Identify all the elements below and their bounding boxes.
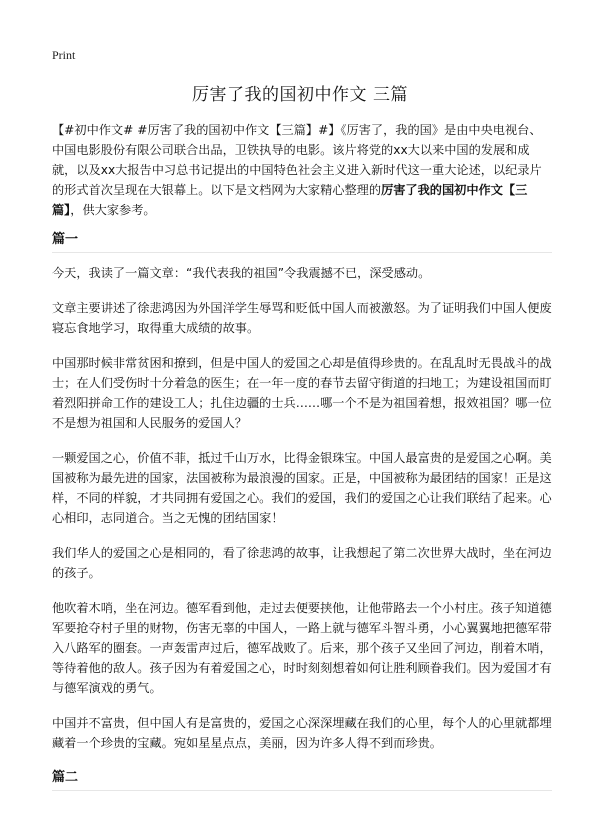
print-link[interactable]: Print xyxy=(52,48,76,62)
paragraph: 我们华人的爱国之心是相同的，看了徐悲鸿的故事，让我想起了第二次世界大战时，坐在河边的孩子。 xyxy=(52,546,552,580)
section-heading-2: 篇二 xyxy=(52,768,552,791)
section-heading-1: 篇一 xyxy=(52,230,552,253)
paragraph: 中国那时候非常贫困和撩到，但是中国人的爱国之心却是值得珍贵的。在乱乱时无畏战斗的战士；在人们受伤时十分着急的医生；在一年一度的春节去留守街道的扫地工；为建设祖国而盯着烈阳拼命工作的建设工人；扎住边疆的士兵……哪一个不是为祖国着想，报效祖国？哪一位不是想为祖国和人民服务的爱国人？ xyxy=(52,356,552,430)
intro-text-1: 【#初中作文# #厉害了我的国初中作文【三篇】#】《厉害了，我的国》是由中央电视台、中国电影股份有限公司联合出品，卫铁执导的电影。该片将党的xx大以来中国的发展和成就，以及xx大报告中习总书记提出的中国特色社会主义进入新时代这一重大论述，以纪录片的形式首次呈现在大银幕上。以下是文档网为大家精心整理的 xyxy=(52,123,542,197)
intro-bold-title: 厉害了我的国初中作文【三篇】 xyxy=(52,183,528,217)
paragraph: 中国并不富贵，但中国人有是富贵的，爱国之心深深埋藏在我们的心里，每个人的心里就都埋藏着一个珍贵的宝藏。宛如星星点点，美丽，因为许多人得不到而珍贵。 xyxy=(52,716,552,750)
paragraph: 一颗爱国之心，价值不菲，抵过千山万水，比得金银珠宝。中国人最富贵的是爱国之心啊。美国被称为最先进的国家，法国被称为最浪漫的国家。正是，中国被称为最团结的国家！正是这样，不同的样貌，才共同拥有爱国之心。我们的爱国，我们的爱国之心让我们联结了起来。心心相印，志同道合。当之无愧的团结国家！ xyxy=(52,451,552,525)
intro-paragraph xyxy=(52,120,552,220)
page-title: 厉害了我的国初中作文 三篇 xyxy=(192,85,408,105)
intro-text-2: ，供大家参考。 xyxy=(70,203,156,217)
paragraph: 今天，我读了一篇文章：“我代表我的祖国”令我震撼不已，深受感动。 xyxy=(52,266,431,280)
article-body xyxy=(52,120,552,801)
paragraph: 他吹着木哨，坐在河边。德军看到他，走过去便要挟他，让他带路去一个小村庄。孩子知道德军要抢夺村子里的财物，伤害无辜的中国人，一路上就与德军斗智斗勇，小心翼翼地把德军带入八路军的圈套。一声轰雷声过后，德军战败了。后来，那个孩子又坐回了河边，削着木哨，等待着他的敌人。孩子因为有着爱国之心，时时刻刻想着如何让胜利顾眷我们。因为爱国才有与德军演戏的勇气。 xyxy=(52,601,552,695)
paragraph: 文章主要讲述了徐悲鸿因为外国洋学生辱骂和贬低中国人而被激怒。为了证明我们中国人便废寝忘食地学习，取得重大成绩的故事。 xyxy=(52,301,552,335)
